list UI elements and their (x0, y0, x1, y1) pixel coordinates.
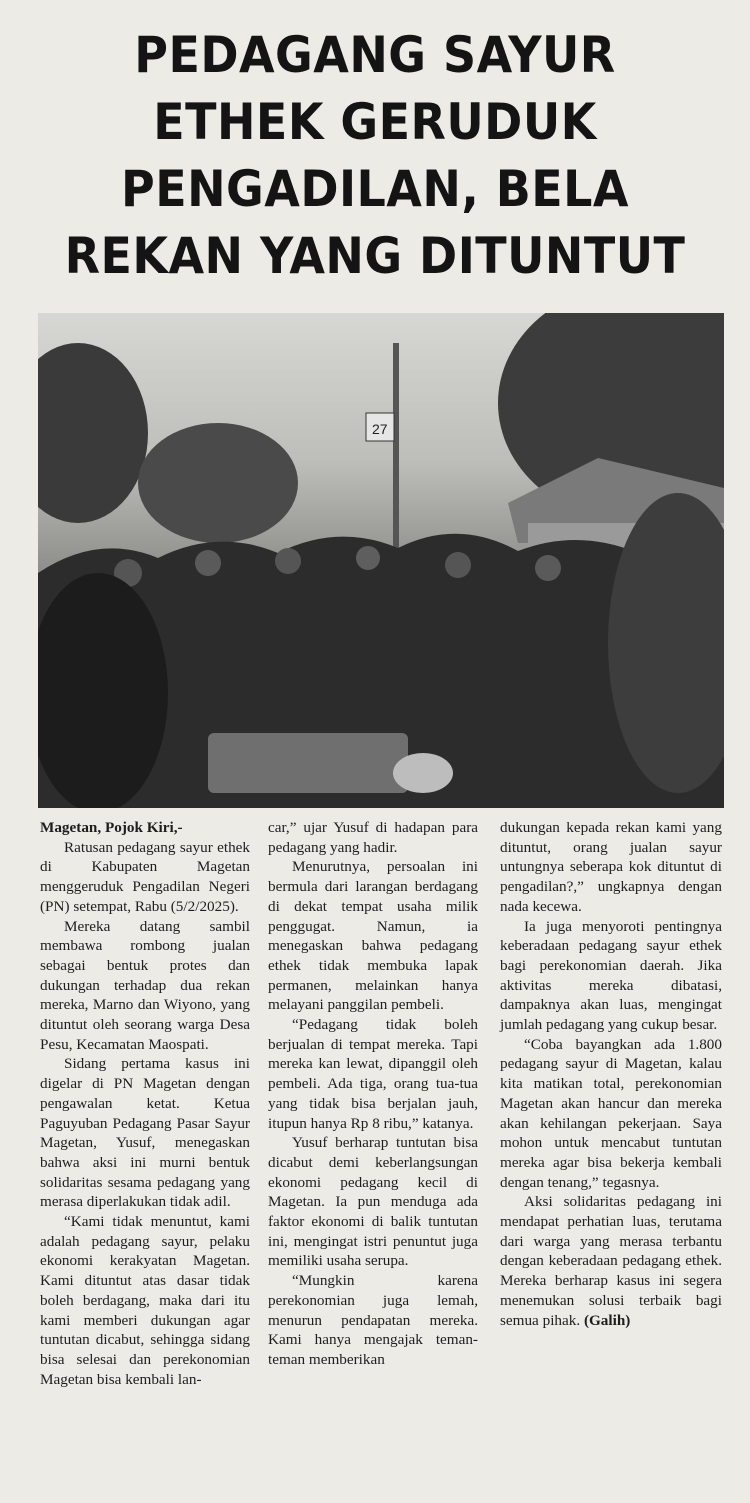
article-column-3 (500, 818, 722, 1330)
dateline: Magetan, Pojok Kiri,- (40, 819, 183, 836)
news-photo (38, 313, 724, 808)
paragraph: Ia juga menyoroti pentingnya keberadaan pedagang sayur ethek bagi perekonomian daerah. Jika aktivitas mereka dibatasi, dampaknya akan luas, mengingat jumlah pedagang yang cukup besar. (500, 917, 722, 1034)
utility-pole (393, 343, 399, 553)
paragraph-continued: dukungan kepada rekan kami yang dituntut, orang jualan sayur untungnya seberapa kok dituntut di pengadilan?,” ungkapnya dengan nada kecewa. (500, 819, 722, 915)
headline-line: PEDAGANG SAYUR (134, 26, 616, 84)
author-signature: (Galih) (583, 1311, 631, 1329)
paragraph: “Coba bayangkan ada 1.800 pedagang sayur di Magetan, kalau kita matikan total, perekonomian Magetan akan hancur dan mereka akan kehilangan pekerjaan. Saya mohon untuk mencabut tuntutan mereka agar bisa bekerja kembali dengan tenang,” tegasnya. (500, 1035, 722, 1191)
street-sign-number: 27 (372, 421, 388, 437)
hand-foreground (393, 753, 453, 793)
headline-line: ETHEK GERUDUK (153, 93, 597, 151)
headline-line: REKAN YANG DITUNTUT (64, 227, 686, 285)
paragraph: Ratusan pedagang sayur ethek di Kabupaten Magetan menggeruduk Pengadilan Negeri (PN) setempat, Rabu (5/2/2025). (40, 838, 250, 915)
article-column-1 (40, 818, 250, 1389)
closing-text: Aksi solidaritas pedagang ini mendapat perhatian luas, terutama dari warga yang merasa terbantu dengan keberadaan pedagang ethek. Mereka berharap kasus ini segera menemukan solusi terbaik bagi semua pihak. (500, 1193, 722, 1329)
paragraph: Menurutnya, persoalan ini bermula dari larangan berdagang di dekat tempat usaha milik penggugat. Namun, ia menegaskan bahwa pedagang ethek tidak membuka lapak permanen, melainkan hanya melayani panggilan pembeli. (268, 858, 478, 1014)
paragraph: Mereka datang sambil membawa rombong jualan sebagai bentuk protes dan dukungan terhadap dua rekan mereka, Marno dan Wiyono, yang dituntut oleh seorang warga Desa Pesu, Kecamatan Maospati. (40, 917, 250, 1053)
head (195, 550, 221, 576)
paragraph-continued: car,” ujar Yusuf di hadapan para pedagang yang hadir. (268, 819, 478, 856)
paragraph: Sidang pertama kasus ini digelar di PN Magetan dengan pengawalan ketat. Ketua Paguyuban Pedagang Pasar Sayur Magetan, Yusuf, menegaskan bahwa aksi ini murni bentuk solidaritas sesama pedagang yang merasa diperlakukan tidak adil. (40, 1055, 250, 1211)
headline (48, 22, 701, 290)
head (275, 548, 301, 574)
paragraph: “Pedagang tidak boleh berjualan di tempat mereka. Tapi mereka kan lewat, dipanggil oleh pembeli. Ada tiga, orang tua-tua yang tidak bisa berjalan jauh, itupun hanya Rp 8 ribu,” katanya. (268, 1016, 478, 1132)
paragraph: Yusuf berharap tuntutan bisa dicabut demi keberlangsungan ekonomi pedagang kecil di Magetan. Ia pun menduga ada faktor ekonomi di balik tuntutan ini, mengingat istri penuntut juga memiliki usaha serupa. (268, 1134, 478, 1270)
head (356, 546, 380, 570)
crowd-protest-photo (38, 313, 724, 808)
paragraph: “Kami tidak menuntut, kami adalah pedagang sayur, pelaku ekonomi kerakyatan Magetan. Kami dituntut atas dasar tidak boleh berdagang, maka dari itu kami memberi dukungan agar tuntutan dicabut, sehingga sidang bisa selesai dan perekonomian Magetan bisa kembali lan- (40, 1213, 250, 1388)
head (445, 552, 471, 578)
headline-line: PENGADILAN, BELA (121, 160, 629, 218)
tree-mid (138, 423, 298, 543)
head (535, 555, 561, 581)
vendor-cart (208, 733, 408, 793)
paragraph (500, 1192, 722, 1330)
article-column-2 (268, 818, 478, 1370)
tree-left (38, 343, 148, 523)
paragraph: “Mungkin karena perekonomian juga lemah, menurun pendapatan mereka. Kami hanya mengajak teman-teman memberikan (268, 1272, 478, 1368)
